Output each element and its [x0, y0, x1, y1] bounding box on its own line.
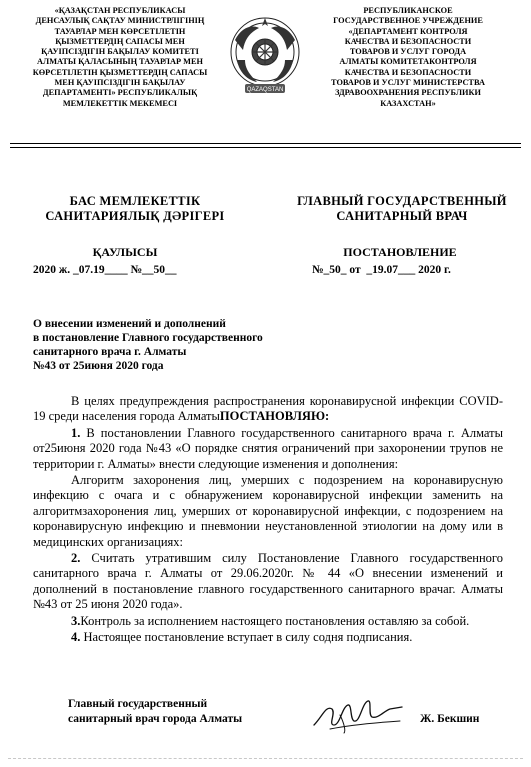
header-divider	[10, 143, 521, 144]
body-paragraph-preamble	[33, 394, 503, 425]
header-ru-line: КАЧЕСТВА И БЕЗОПАСНОСТИ	[344, 36, 472, 46]
header-ru-line: РЕСПУБЛИКАНСКОЕ	[363, 6, 453, 15]
signer-position-line2: санитарный врач города Алматы	[68, 712, 243, 725]
header-ru-line: ТОВАРОВ И УСЛУГ ГОРОДА	[349, 47, 467, 57]
date-number-ru: №_50_ от _19.07___ 2020 г.	[312, 264, 451, 276]
item-text: В постановлении Главного государственного санитарного врача г. Алматы от25июня 2020 года №43 «О порядке снятия ограничений при захоронении трупов не территории г. Алматы» внести следующие изменения и дополнения:	[33, 425, 503, 471]
header-ru-line: АЛМАТЫ КОМИТЕТАКОНТРОЛЯ	[339, 57, 477, 67]
preamble-text: В целях предупреждения распространения коронавирусной инфекции COVID-19 среди населения города Алматы	[33, 394, 503, 424]
subject-line: в постановление Главного государственного	[33, 332, 263, 344]
header-ru-line: «ДЕПАРТАМЕНТ КОНТРОЛЯ	[348, 26, 468, 36]
header-ru-line: ЗДРАВООХРАНЕНИЯ РЕСПУБЛИКИ	[335, 88, 481, 98]
signer-position-line1: Главный государственный	[68, 698, 208, 710]
issuer-title-kz-line2: САНИТАРИЯЛЫҚ ДӘРІГЕРІ	[45, 209, 225, 223]
handwritten-signature-icon	[310, 695, 405, 735]
subject-line: О внесении изменений и дополнений	[33, 318, 226, 330]
body-paragraph-3	[33, 614, 503, 629]
document-type-kz: ҚАУЛЫСЫ	[92, 245, 158, 259]
date-number-kz: 2020 ж. _07.19____ №__50__	[33, 264, 177, 276]
issuer-title-ru	[282, 194, 522, 224]
page-bottom-divider	[8, 758, 523, 759]
issuer-title-ru-line1: ГЛАВНЫЙ ГОСУДАРСТВЕННЫЙ	[297, 194, 507, 208]
header-kz-line: ТАУАРЛАР МЕН КӨРСЕТІЛЕТІН	[54, 26, 186, 36]
item-number: 3.	[71, 613, 81, 628]
header-kz-line: ДЕНСАУЛЫҚ САҚТАУ МИНИСТРЛІГІНІҢ	[35, 16, 205, 26]
header-ru-organization	[303, 6, 513, 109]
header-kz-line: МЕН ҚАУІПСІЗДІГІН БАҚЫЛАУ	[54, 78, 186, 88]
item-text: Настоящее постановление вступает в силу содня подписания.	[80, 630, 413, 645]
item-number: 2.	[71, 551, 81, 566]
header-ru-line: ТОВАРОВ И УСЛУГ МИНИСТЕРСТВА	[331, 78, 485, 88]
state-emblem-icon	[229, 10, 301, 100]
header-ru-line: ГОСУДАРСТВЕННОЕ УЧРЕЖДЕНИЕ	[333, 16, 483, 26]
body-paragraph-2	[33, 551, 503, 613]
subject-line: санитарного врача г. Алматы	[33, 346, 187, 358]
signer-name: Ж. Бекшин	[420, 713, 480, 725]
item-number: 4.	[71, 630, 81, 645]
header-kz-line: ДЕПАРТАМЕНТІ» РЕСПУБЛИКАЛЫҚ	[42, 88, 198, 98]
header-kz-line: АЛМАТЫ ҚАЛАСЫНЫҢ ТАУАРЛАР МЕН	[37, 57, 203, 67]
header-kz-line: ҚАУІПСІЗДІГІН БАҚЫЛАУ КОМИТЕТІ	[41, 47, 199, 57]
decree-keyword: ПОСТАНОВЛЯЮ:	[219, 409, 330, 424]
item-number: 1.	[71, 425, 81, 440]
document-type-ru: ПОСТАНОВЛЕНИЕ	[343, 245, 457, 259]
document-body	[33, 394, 503, 647]
item-text: Алгоритм захоронения лиц, умерших с подозрением на коронавирусную инфекцию с очага и с обнаружением коронавирусной инфекции заменить на алгоритмзахоронения лиц, умерших от коронавирусной инфекции, с подозрением на коронавирусную инфекцию и пневмонии неустановленной этиологии на дому или в медицинских организациях:	[33, 473, 503, 549]
body-paragraph-1	[33, 426, 503, 472]
item-text: Контроль за исполнением настоящего постановления оставляю за собой.	[80, 613, 470, 628]
subject-line: №43 от 25июня 2020 года	[33, 360, 164, 372]
header-kz-line: МЕМЛЕКЕТТІК МЕКЕМЕСІ	[62, 98, 178, 108]
body-paragraph-4	[33, 630, 503, 645]
issuer-title-ru-line2: САНИТАРНЫЙ ВРАЧ	[336, 209, 468, 223]
item-text: Считать утратившим силу Постановление Главного государственного санитарного врача г. Алматы от 29.06.2020г. № 44 «О внесении изменений и дополнений в постановление главного государственного санитарного врачаг. Алматы №43 от 25 июня 2020 года».	[33, 551, 503, 612]
body-paragraph-algorithm	[33, 473, 503, 550]
emblem-caption: QAZAQSTAN	[246, 87, 284, 93]
header-kz-line: «ҚАЗАҚСТАН РЕСПУБЛИКАСЫ	[54, 6, 186, 15]
header-kz-line: КӨРСЕТІЛЕТІН ҚЫЗМЕТТЕРДІҢ САПАСЫ	[32, 67, 208, 77]
header-kz-organization	[20, 6, 220, 109]
issuer-title-kz	[30, 194, 240, 224]
document-subject	[33, 317, 333, 373]
issuer-title-kz-line1: БАС МЕМЛЕКЕТТІК	[69, 194, 201, 208]
header-ru-line: КАЗАХСТАН»	[380, 98, 436, 108]
header-kz-line: ҚЫЗМЕТТЕРДІҢ САПАСЫ МЕН	[55, 36, 185, 46]
header-ru-line: КАЧЕСТВА И БЕЗОПАСНОСТИ	[344, 67, 472, 77]
signer-position	[68, 697, 242, 726]
header-divider-thin	[10, 147, 521, 148]
